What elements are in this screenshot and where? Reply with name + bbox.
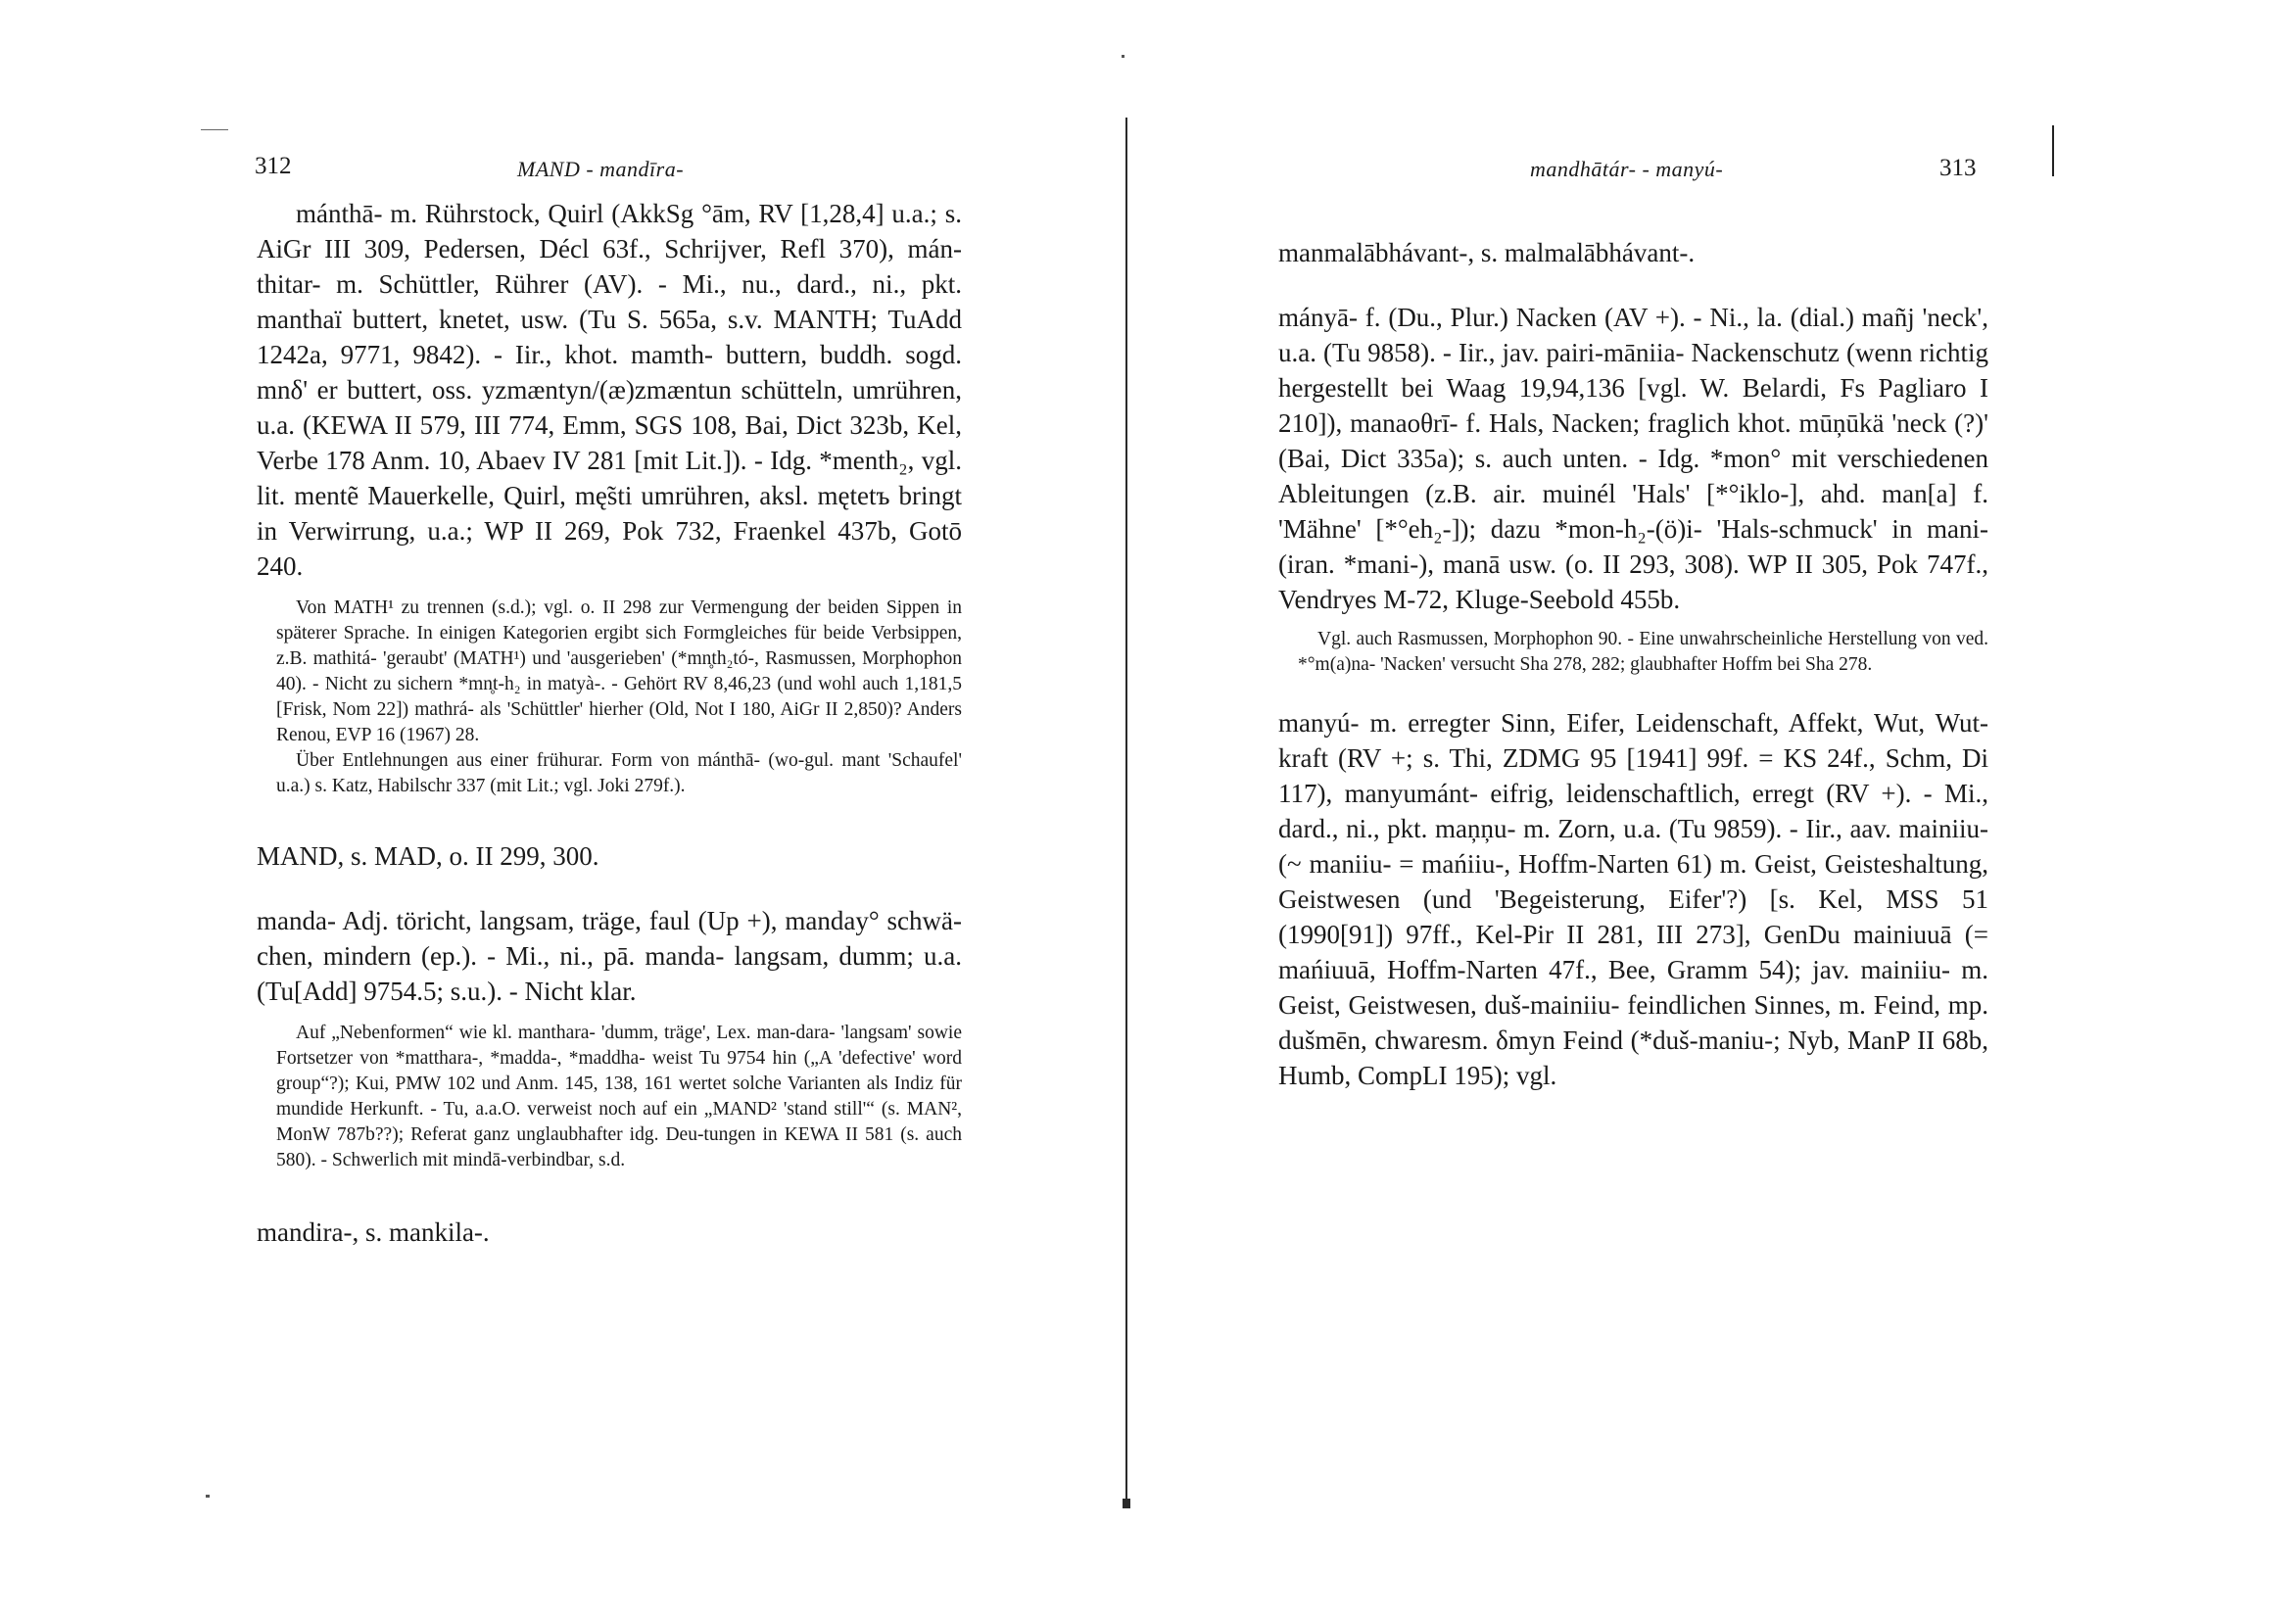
page-number: 313 [1939, 155, 1977, 181]
right-page [1136, 0, 2296, 1622]
left-column [257, 196, 962, 1250]
entry-manyu: manyú- m. erregter Sinn, Eifer, Leidenschaft, Affekt, Wut, Wut-kraft (RV +; s. Thi, ZDMG 95 [1941] 99f. = KS 24f., Schm, Di 117), manyumánt- eifrig, leidenschaftlich, erregt (RV +). - Mi., dard., ni., pkt. maņņu- m. Zorn, u.a. (Tu 9859). - Iir., aav. mainiiu- (~ maniiu- = mańiiu-, Hoffm-Narten 61) m. Geist, Geisteshaltung, Geistwesen (und 'Begeisterung, Eifer'?) [s. Kel, MSS 51 (1990[91]) 97ff., Kel-Pir II 281, III 273], GenDu mainiuuā (= mańiuuā, Hoffm-Narten 47f., Bee, Gramm 54); jav. mainiiu- m. Geist, Geistwesen, duš-mainiiu- feindlichen Sinnes, m. Feind, mp. dušmēn, chwaresm. δmyn Feind (*duš-maniu-; Nyb, ManP II 68b, Humb, CompLI 195); vgl. [1278, 708, 1988, 1090]
running-head: mandhātár- - manyú- [1530, 157, 1724, 181]
running-head: MAND - mandīra- [517, 157, 685, 181]
note-manya: Vgl. auch Rasmussen, Morphophon 90. - Eine unwahrscheinliche Herstellung von ved. *°m(a)na- 'Nacken' versucht Sha 278, 282; glaubhafter Hoffm bei Sha 278. [1298, 629, 1988, 675]
right-column [1278, 206, 1988, 1093]
entry-mandira: mandira-, s. mankila-. [257, 1217, 490, 1247]
note-mantha-1: Von MATH¹ zu trennen (s.d.); vgl. o. II 298 zur Vermengung der beiden Sippen in späterer Sprache. In einigen Kategorien ergibt sich Formgleiches für beide Verbsippen, z.B. mathitá- 'geraubt' (MATH¹) und 'ausgerieben' (*mn̥th₂tó-, Rasmussen, Morphophon 40). - Nicht zu sichern *mn̥t-h₂ in matyà-. - Gehört RV 8,46,23 (und wohl auch 1,181,5 [Frisk, Nom 22]) mathrá- als 'Schüttler' hierher (Old, Not I 180, AiGr II 2,850)? Anders Renou, EVP 16 (1967) 28. [276, 597, 962, 745]
entry-mantha: mánthā- m. Rührstock, Quirl (AkkSg °ām, RV [1,28,4] u.a.; s. AiGr III 309, Pedersen, Décl 63f., Schrijver, Refl 370), mán-thitar- m. Schüttler, Rührer (AV). - Mi., nu., dard., ni., pkt. manthaï buttert, knetet, usw. (Tu S. 565a, s.v. MANTH; TuAdd 1242a, 9771, 9842). - Iir., khot. mamth- buttern, buddh. sogd. mnδ' er buttert, oss. yzmæntyn/(æ)zmæntun schütteln, umrühren, u.a. (KEWA II 579, III 774, Emm, SGS 108, Bai, Dict 323b, Kel, Verbe 178 Anm. 10, Abaev IV 281 [mit Lit.]). - Idg. *menth₂, vgl. lit. mentẽ Mauerkelle, Quirl, mę̃sti umrühren, aksl. mętetъ bringt in Verwirrung, u.a.; WP II 269, Pok 732, Fraenkel 437b, Gotō 240. [257, 199, 962, 581]
entry-manya: mányā- f. (Du., Plur.) Nacken (AV +). - Ni., la. (dial.) mañj 'neck', u.a. (Tu 9858). - Iir., jav. pairi-māniia- Nackenschutz (wenn richtig hergestellt bei Waag 19,94,136 [vgl. W. Belardi, Fs Pagliaro I 210]), manaoθrī- f. Hals, Nacken; fraglich khot. mūņūkä 'neck (?)' (Bai, Dict 335a); s. auch unten. - Idg. *mon° mit verschiedenen Ableitungen (z.B. air. muinél 'Hals' [*°iklo-], ahd. man[a] f. 'Mähne' [*°eh₂-]); dazu *mon-h₂-(ö)i- 'Hals-schmuck' in mani- (iran. *mani-), manā usw. (o. II 293, 308). WP II 305, Pok 747f., Vendryes M-72, Kluge-Seebold 455b. [1278, 303, 1988, 614]
entry-MAND: MAND, s. MAD, o. II 299, 300. [257, 841, 599, 871]
page-number: 312 [255, 153, 292, 179]
left-page [0, 0, 1136, 1622]
entry-manda: manda- Adj. töricht, langsam, träge, faul (Up +), manday° schwä-chen, mindern (ep.). - Mi., ni., pā. manda- langsam, dumm; u.a. (Tu[Add] 9754.5; s.u.). - Nicht klar. [257, 906, 962, 1006]
note-mantha-2: Über Entlehnungen aus einer frühurar. Form von mánthā- (wo-gul. mant 'Schaufel' u.a.) s. Katz, Habilschr 337 (mit Lit.; vgl. Joki 279f.). [276, 750, 962, 796]
note-manda: Auf „Nebenformen“ wie kl. manthara- 'dumm, träge', Lex. man-dara- 'langsam' sowie Fortsetzer von *matthara-, *madda-, *maddha- weist Tu 9754 hin („A 'defective' word group“?); Kui, PMW 102 und Anm. 145, 138, 161 wertet solche Varianten als Indiz für mundide Herkunft. - Tu, a.a.O. verweist noch auf ein „MAND² 'stand still'“ (s. MAN², MonW 787b??); Referat ganz unglaubhafter idg. Deu-tungen in KEWA II 581 (s. auch 580). - Schwerlich mit mindā-verbindbar, s.d. [276, 1023, 962, 1170]
entry-manmalabhavant: manmalābhávant-, s. malmalābhávant-. [1278, 238, 1696, 267]
